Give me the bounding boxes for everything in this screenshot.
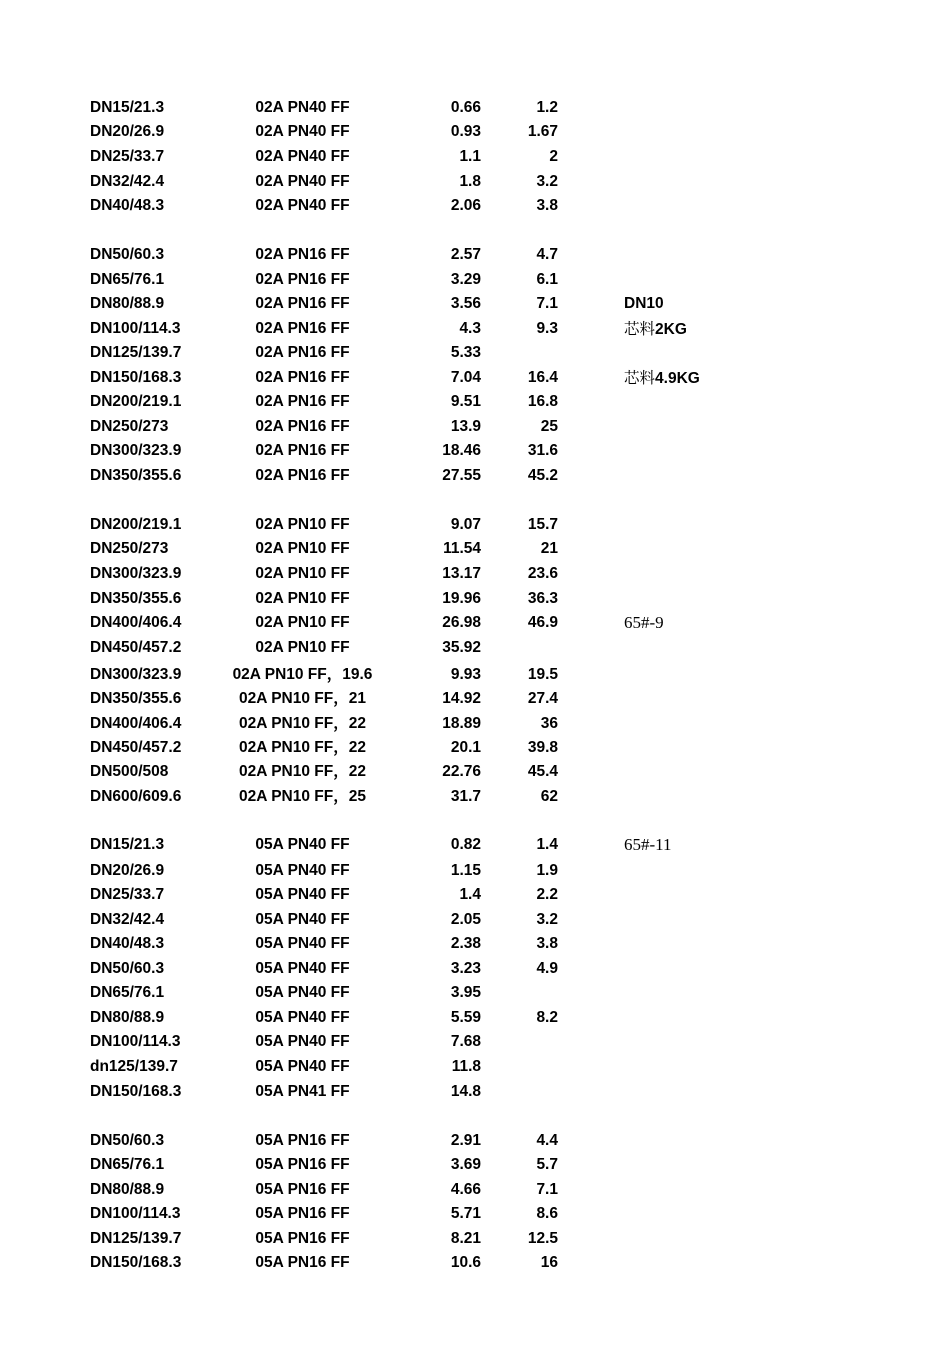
weight-value-cell: 1.1: [459, 148, 481, 165]
second-value-cell: 45.4: [527, 763, 558, 780]
note-cell: DN10: [624, 295, 664, 312]
second-value-cell: [490, 1057, 558, 1077]
second-value-cell: 7.1: [536, 295, 558, 312]
pipe-size-cell: DN50/60.3: [90, 1132, 165, 1149]
table-row: [0, 934, 950, 954]
pipe-size-cell: DN150/168.3: [90, 1254, 182, 1271]
flange-spec-cell: 05A PN40 FF: [255, 862, 350, 879]
table-row: [0, 959, 950, 979]
flange-spec-cell: 05A PN41 FF: [255, 1083, 350, 1100]
table-row: [0, 441, 950, 461]
flange-spec-cell: 05A PN40 FF: [255, 886, 350, 903]
flange-spec-cell: 05A PN16 FF: [255, 1205, 350, 1222]
weight-value-cell: 13.9: [450, 418, 481, 435]
table-row: [0, 638, 950, 658]
second-value-cell: 46.9: [527, 614, 558, 631]
weight-value-cell: 9.93: [450, 666, 481, 683]
weight-value-cell: 3.95: [450, 984, 481, 1001]
second-value-cell: 8.6: [536, 1205, 558, 1222]
flange-spec-cell: 02A PN10 FF，25: [239, 788, 366, 805]
pipe-size-cell: DN65/76.1: [90, 1156, 165, 1173]
table-row: [0, 762, 950, 782]
table-row: [0, 196, 950, 216]
second-value-cell: 7.1: [536, 1181, 558, 1198]
second-value-cell: [490, 343, 558, 363]
flange-spec-cell: 02A PN10 FF: [255, 565, 350, 582]
pipe-size-cell: DN450/457.2: [90, 739, 182, 756]
table-row: [0, 1131, 950, 1151]
weight-value-cell: 1.15: [450, 862, 481, 879]
table-row: [0, 98, 950, 118]
note-weight-value: 4.9KG: [655, 370, 700, 387]
table-row: [0, 1229, 950, 1249]
flange-spec-cell: 05A PN40 FF: [255, 1058, 350, 1075]
note-cell: [624, 319, 824, 339]
weight-value-cell: 0.82: [450, 836, 481, 853]
pipe-size-cell: DN65/76.1: [90, 984, 165, 1001]
table-row: [0, 1180, 950, 1200]
flange-spec-cell: 05A PN16 FF: [255, 1254, 350, 1271]
table-row: [0, 983, 950, 1003]
second-value-cell: 15.7: [527, 516, 558, 533]
pipe-size-cell: DN300/323.9: [90, 565, 182, 582]
weight-value-cell: 18.89: [442, 715, 481, 732]
weight-value-cell: 20.1: [450, 739, 481, 756]
pipe-size-cell: DN600/609.6: [90, 788, 182, 805]
weight-value-cell: 9.07: [450, 516, 481, 533]
second-value-cell: 25: [540, 418, 558, 435]
flange-spec-cell: 05A PN40 FF: [255, 984, 350, 1001]
second-value-cell: 1.2: [536, 99, 558, 116]
second-value-cell: 19.5: [527, 666, 558, 683]
flange-spec-cell: 05A PN16 FF: [255, 1156, 350, 1173]
table-row: [0, 861, 950, 881]
table-row: [0, 515, 950, 535]
flange-spec-cell: 02A PN16 FF: [255, 271, 350, 288]
second-value-cell: 31.6: [527, 442, 558, 459]
weight-value-cell: 2.57: [450, 246, 481, 263]
flange-spec-cell: 02A PN16 FF: [255, 442, 350, 459]
pipe-size-cell: DN125/139.7: [90, 1230, 182, 1247]
weight-value-cell: 3.69: [450, 1156, 481, 1173]
weight-value-cell: 27.55: [442, 467, 481, 484]
pipe-size-cell: DN400/406.4: [90, 614, 182, 631]
weight-value-cell: 14.8: [450, 1083, 481, 1100]
weight-value-cell: 3.23: [450, 960, 481, 977]
pipe-size-cell: DN400/406.4: [90, 715, 182, 732]
pipe-size-cell: dn125/139.7: [90, 1058, 178, 1075]
note-material-label: 芯料: [624, 369, 656, 387]
table-row: [0, 466, 950, 486]
table-row: [0, 910, 950, 930]
flange-spec-cell: 02A PN16 FF: [255, 320, 350, 337]
weight-value-cell: 10.6: [450, 1254, 481, 1271]
flange-spec-cell: 05A PN40 FF: [255, 836, 350, 853]
table-row: [0, 613, 950, 633]
weight-value-cell: 7.04: [450, 369, 481, 386]
weight-value-cell: 5.59: [450, 1009, 481, 1026]
table-row: [0, 539, 950, 559]
pipe-size-cell: DN500/508: [90, 763, 169, 780]
second-value-cell: 1.67: [527, 123, 558, 140]
weight-value-cell: 11.8: [451, 1058, 481, 1075]
pipe-size-cell: DN65/76.1: [90, 271, 165, 288]
table-row: [0, 294, 950, 314]
table-row: [0, 714, 950, 734]
table-row: [0, 417, 950, 437]
pipe-size-cell: DN20/26.9: [90, 862, 165, 879]
pipe-size-cell: DN350/355.6: [90, 467, 182, 484]
flange-spec-cell: 02A PN16 FF: [255, 295, 350, 312]
weight-value-cell: 3.29: [450, 271, 481, 288]
pipe-size-cell: DN40/48.3: [90, 935, 165, 952]
table-row: [0, 172, 950, 192]
flange-spec-cell: 05A PN40 FF: [255, 1033, 350, 1050]
flange-spec-cell: 02A PN40 FF: [255, 148, 350, 165]
flange-spec-cell: 05A PN16 FF: [255, 1132, 350, 1149]
pipe-size-cell: DN80/88.9: [90, 1181, 165, 1198]
flange-spec-cell: 02A PN16 FF: [255, 393, 350, 410]
second-value-cell: 62: [540, 788, 558, 805]
note-weight-value: 2KG: [655, 321, 687, 338]
flange-spec-cell: 02A PN10 FF: [255, 639, 350, 656]
flange-spec-cell: 02A PN10 FF: [255, 516, 350, 533]
second-value-cell: 9.3: [536, 320, 558, 337]
table-row: [0, 392, 950, 412]
pipe-size-cell: DN50/60.3: [90, 246, 165, 263]
pipe-size-cell: DN350/355.6: [90, 590, 182, 607]
note-material-label: 芯料: [624, 320, 656, 338]
note-cell: [624, 368, 824, 388]
second-value-cell: 39.8: [527, 739, 558, 756]
weight-value-cell: 19.96: [442, 590, 481, 607]
pipe-size-cell: DN40/48.3: [90, 197, 165, 214]
table-row: [0, 1204, 950, 1224]
weight-value-cell: 1.4: [459, 886, 481, 903]
flange-spec-cell: 02A PN10 FF，22: [239, 739, 366, 756]
table-row: [0, 245, 950, 265]
table-row: [0, 1008, 950, 1028]
table-row: [0, 885, 950, 905]
second-value-cell: 16.4: [527, 369, 558, 386]
table-row: [0, 319, 950, 339]
flange-spec-cell: 05A PN40 FF: [255, 935, 350, 952]
weight-value-cell: 4.66: [450, 1181, 481, 1198]
flange-spec-cell: 02A PN40 FF: [255, 197, 350, 214]
pipe-size-cell: DN80/88.9: [90, 295, 165, 312]
second-value-cell: 2: [549, 148, 558, 165]
flange-spec-cell: 05A PN40 FF: [255, 1009, 350, 1026]
second-value-cell: 36.3: [527, 590, 558, 607]
weight-value-cell: 13.17: [442, 565, 481, 582]
pipe-size-cell: DN300/323.9: [90, 442, 182, 459]
weight-value-cell: 2.05: [450, 911, 481, 928]
weight-value-cell: 1.8: [459, 173, 481, 190]
second-value-cell: 2.2: [536, 886, 558, 903]
pipe-size-cell: DN100/114.3: [90, 1033, 181, 1050]
table-row: [0, 270, 950, 290]
second-value-cell: 4.4: [536, 1132, 558, 1149]
second-value-cell: 21: [540, 540, 558, 557]
table-row: [0, 835, 950, 855]
flange-spec-cell: 02A PN16 FF: [255, 369, 350, 386]
second-value-cell: 4.9: [536, 960, 558, 977]
second-value-cell: 12.5: [527, 1230, 558, 1247]
flange-spec-cell: 05A PN40 FF: [255, 960, 350, 977]
flange-spec-cell: 02A PN40 FF: [255, 99, 350, 116]
flange-spec-cell: 02A PN16 FF: [255, 246, 350, 263]
table-row: [0, 689, 950, 709]
table-row: [0, 1155, 950, 1175]
table-row: [0, 1032, 950, 1052]
table-row: [0, 1082, 950, 1102]
flange-spec-cell: 02A PN10 FF: [255, 540, 350, 557]
pipe-size-cell: DN32/42.4: [90, 173, 165, 190]
pipe-size-cell: DN80/88.9: [90, 1009, 165, 1026]
weight-value-cell: 7.68: [450, 1033, 481, 1050]
flange-spec-cell: 02A PN10 FF，22: [239, 763, 366, 780]
weight-value-cell: 22.76: [442, 763, 481, 780]
second-value-cell: 23.6: [527, 565, 558, 582]
pipe-size-cell: DN200/219.1: [90, 393, 182, 410]
second-value-cell: 3.2: [536, 911, 558, 928]
table-row: [0, 564, 950, 584]
second-value-cell: [490, 983, 558, 1003]
table-row: [0, 1057, 950, 1077]
flange-spec-cell: 05A PN16 FF: [255, 1181, 350, 1198]
weight-value-cell: 18.46: [442, 442, 481, 459]
pipe-size-cell: DN250/273: [90, 540, 169, 557]
second-value-cell: [490, 638, 558, 658]
flange-spec-cell: 02A PN10 FF，19.6: [232, 666, 373, 683]
pipe-size-cell: DN15/21.3: [90, 836, 165, 853]
flange-spec-cell: 02A PN10 FF: [255, 590, 350, 607]
pipe-size-cell: DN100/114.3: [90, 320, 181, 337]
pipe-size-cell: DN250/273: [90, 418, 169, 435]
second-value-cell: 16: [540, 1254, 558, 1271]
second-value-cell: 27.4: [527, 690, 558, 707]
weight-value-cell: 26.98: [442, 614, 481, 631]
table-row: [0, 1253, 950, 1273]
table-row: [0, 665, 950, 685]
flange-spec-cell: 02A PN10 FF，21: [239, 690, 366, 707]
weight-value-cell: 0.66: [450, 99, 481, 116]
weight-value-cell: 4.3: [459, 320, 481, 337]
weight-value-cell: 2.38: [450, 935, 481, 952]
weight-value-cell: 3.56: [450, 295, 481, 312]
pipe-size-cell: DN125/139.7: [90, 344, 182, 361]
second-value-cell: 36: [540, 715, 558, 732]
weight-value-cell: 31.7: [450, 788, 481, 805]
flange-spec-cell: 02A PN40 FF: [255, 123, 350, 140]
table-row: [0, 368, 950, 388]
weight-value-cell: 2.06: [450, 197, 481, 214]
pipe-size-cell: DN450/457.2: [90, 639, 182, 656]
flange-spec-cell: 02A PN16 FF: [255, 467, 350, 484]
pipe-size-cell: DN25/33.7: [90, 148, 165, 165]
flange-spec-cell: 02A PN16 FF: [255, 344, 350, 361]
flange-spec-cell: 05A PN16 FF: [255, 1230, 350, 1247]
weight-value-cell: 35.92: [442, 639, 481, 656]
pipe-size-cell: DN150/168.3: [90, 1083, 182, 1100]
second-value-cell: 1.4: [536, 836, 558, 853]
pipe-size-cell: DN20/26.9: [90, 123, 165, 140]
weight-value-cell: 8.21: [450, 1230, 481, 1247]
pipe-size-cell: DN350/355.6: [90, 690, 182, 707]
pipe-size-cell: DN50/60.3: [90, 960, 165, 977]
table-row: [0, 589, 950, 609]
weight-value-cell: 5.71: [450, 1205, 481, 1222]
second-value-cell: 45.2: [527, 467, 558, 484]
second-value-cell: [490, 1032, 558, 1052]
pipe-size-cell: DN100/114.3: [90, 1205, 181, 1222]
second-value-cell: 4.7: [536, 246, 558, 263]
second-value-cell: 3.2: [536, 173, 558, 190]
second-value-cell: 3.8: [536, 935, 558, 952]
pipe-size-cell: DN25/33.7: [90, 886, 165, 903]
table-row: [0, 343, 950, 363]
table-row: [0, 787, 950, 807]
flange-spec-cell: 05A PN40 FF: [255, 911, 350, 928]
pipe-size-cell: DN32/42.4: [90, 911, 165, 928]
weight-value-cell: 0.93: [450, 123, 481, 140]
weight-value-cell: 5.33: [450, 344, 481, 361]
second-value-cell: 3.8: [536, 197, 558, 214]
second-value-cell: 16.8: [527, 393, 558, 410]
weight-value-cell: 14.92: [442, 690, 481, 707]
flange-spec-cell: 02A PN10 FF，22: [239, 715, 366, 732]
table-row: [0, 122, 950, 142]
pipe-size-cell: DN15/21.3: [90, 99, 165, 116]
second-value-cell: [490, 1082, 558, 1102]
flange-spec-cell: 02A PN10 FF: [255, 614, 350, 631]
note-cell: 65#-11: [624, 835, 672, 854]
table-row: [0, 147, 950, 167]
pipe-size-cell: DN200/219.1: [90, 516, 182, 533]
second-value-cell: 1.9: [536, 862, 558, 879]
second-value-cell: 6.1: [536, 271, 558, 288]
weight-value-cell: 9.51: [450, 393, 481, 410]
pipe-size-cell: DN150/168.3: [90, 369, 182, 386]
second-value-cell: 5.7: [536, 1156, 558, 1173]
weight-value-cell: 11.54: [443, 540, 481, 557]
pipe-size-cell: DN300/323.9: [90, 666, 182, 683]
flange-spec-cell: 02A PN16 FF: [255, 418, 350, 435]
note-cell: 65#-9: [624, 613, 664, 632]
flange-spec-cell: 02A PN40 FF: [255, 173, 350, 190]
table-row: [0, 738, 950, 758]
weight-value-cell: 2.91: [450, 1132, 481, 1149]
second-value-cell: 8.2: [536, 1009, 558, 1026]
